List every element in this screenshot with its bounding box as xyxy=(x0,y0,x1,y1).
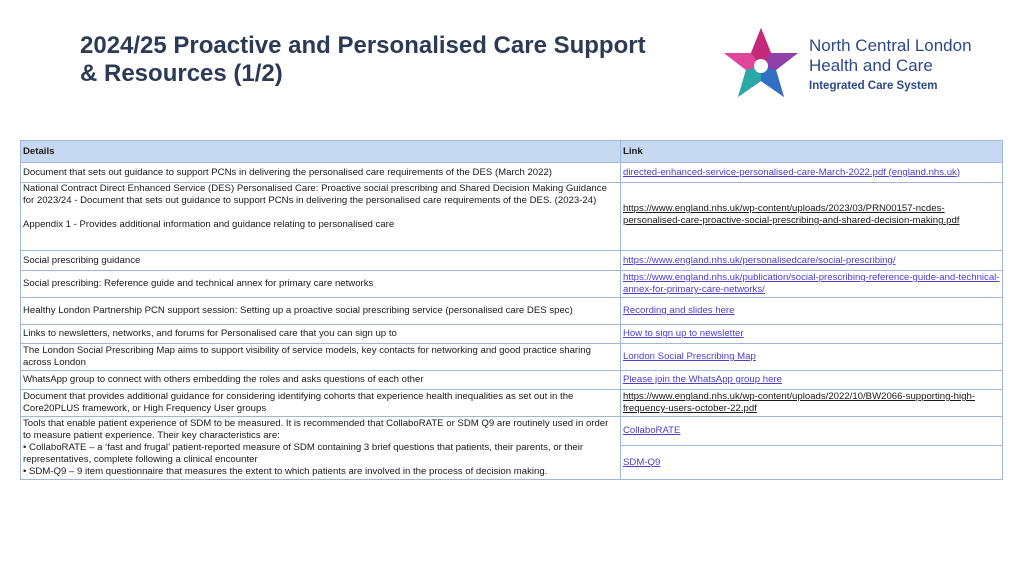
link-cell xyxy=(621,271,1003,298)
details-text: Tools that enable patient experience of SDM to be measured. It is recommended that CollaboRATE or SDM Q9 are routinely used in order to measure patient experience. Their key characteristics are: xyxy=(23,418,609,441)
table-row xyxy=(21,298,1003,325)
details-appendix-text: Appendix 1 - Provides additional information and guidance relating to personalised care xyxy=(23,219,395,230)
link-cell xyxy=(621,251,1003,271)
page-title-line-2: & Resources (1/2) xyxy=(80,60,283,87)
des-2023-24-url[interactable]: https://www.england.nhs.uk/wp-content/uploads/2023/03/PRN00157-ncdes-personalised-care-proactive-social-prescribing-and-shared-decision-making.pdf xyxy=(623,203,960,226)
page-title xyxy=(80,32,720,88)
table-row xyxy=(21,390,1003,417)
details-cell: Document that provides additional guidance for considering identifying cohorts that experience health inequalities as set out in the Core20PLUS framework, or High Frequency User groups xyxy=(21,390,621,417)
table-row xyxy=(21,371,1003,390)
details-cell: Document that sets out guidance to support PCNs in delivering the personalised care requirements of the DES (March 2022) xyxy=(21,163,621,183)
link-cell xyxy=(621,371,1003,390)
link-cell xyxy=(621,325,1003,344)
ncl-logo xyxy=(722,26,992,104)
link-cell xyxy=(621,344,1003,371)
reference-guide-link[interactable]: https://www.england.nhs.uk/publication/social-prescribing-reference-guide-and-technical-annex-for-primary-care-networks/ xyxy=(623,272,1000,295)
london-map-link[interactable]: London Social Prescribing Map xyxy=(623,351,756,362)
star-logo-icon xyxy=(722,26,800,104)
details-cell xyxy=(21,183,621,251)
details-cell: Links to newsletters, networks, and forums for Personalised care that you can sign up to xyxy=(21,325,621,344)
newsletter-link[interactable]: How to sign up to newsletter xyxy=(623,328,744,339)
logo-line-1: North Central London xyxy=(809,36,972,55)
details-cell xyxy=(21,417,621,480)
table-row xyxy=(21,271,1003,298)
resources-table xyxy=(20,140,1003,480)
table-row xyxy=(21,183,1003,251)
table-header-row xyxy=(21,141,1003,163)
table-row xyxy=(21,344,1003,371)
whatsapp-link[interactable]: Please join the WhatsApp group here xyxy=(623,374,782,385)
details-cell: The London Social Prescribing Map aims to support visibility of service models, key contacts for networking and good practice sharing across London xyxy=(21,344,621,371)
header-details: Details xyxy=(21,141,621,163)
details-bullet: • CollaboRATE – a ‘fast and frugal’ patient-reported measure of SDM containing 3 brief questions that patients, their parents, or their representatives, complete following a clinical encounter xyxy=(23,442,584,465)
details-text: National Contract Direct Enhanced Service (DES) Personalised Care: Proactive social prescribing and Shared Decision Making Guidance for 2023/24 - Document that sets out guidance to support PCNs in delivering the personalised care requirements of the DES. (2023-24) xyxy=(23,183,607,206)
details-cell: WhatsApp group to connect with others embedding the roles and asks questions of each other xyxy=(21,371,621,390)
logo-line-3: Integrated Care System xyxy=(809,80,938,92)
table-row xyxy=(21,163,1003,183)
details-bullet: • SDM-Q9 – 9 item questionnaire that measures the extent to which patients are involved in the process of decision making. xyxy=(23,466,548,477)
collaborate-link[interactable]: CollaboRATE xyxy=(623,425,681,436)
link-cell xyxy=(621,417,1003,480)
details-cell: Social prescribing: Reference guide and technical annex for primary care networks xyxy=(21,271,621,298)
details-cell: Social prescribing guidance xyxy=(21,251,621,271)
link-cell xyxy=(621,163,1003,183)
social-prescribing-link[interactable]: https://www.england.nhs.uk/personalisedcare/social-prescribing/ xyxy=(623,254,896,266)
logo-line-2: Health and Care xyxy=(809,56,933,75)
recording-slides-link[interactable]: Recording and slides here xyxy=(623,305,735,316)
header-link: Link xyxy=(621,141,1003,163)
link-cell xyxy=(621,390,1003,417)
details-cell: Healthy London Partnership PCN support session: Setting up a proactive social prescribing service (personalised care DES spec) xyxy=(21,298,621,325)
table-row xyxy=(21,325,1003,344)
logo-text xyxy=(809,36,972,94)
des-march-2022-link[interactable]: directed-enhanced-service-personalised-care-March-2022.pdf (england.nhs.uk) xyxy=(623,166,961,178)
sdm-q9-link[interactable]: SDM-Q9 xyxy=(623,456,661,468)
link-cell xyxy=(621,298,1003,325)
table-row xyxy=(21,417,1003,480)
table-row xyxy=(21,251,1003,271)
link-cell xyxy=(621,183,1003,251)
high-frequency-users-url[interactable]: https://www.england.nhs.uk/wp-content/uploads/2022/10/BW2066-supporting-high-frequency-users-october-22.pdf xyxy=(623,391,975,414)
page-title-line-1: 2024/25 Proactive and Personalised Care Support xyxy=(80,32,646,59)
